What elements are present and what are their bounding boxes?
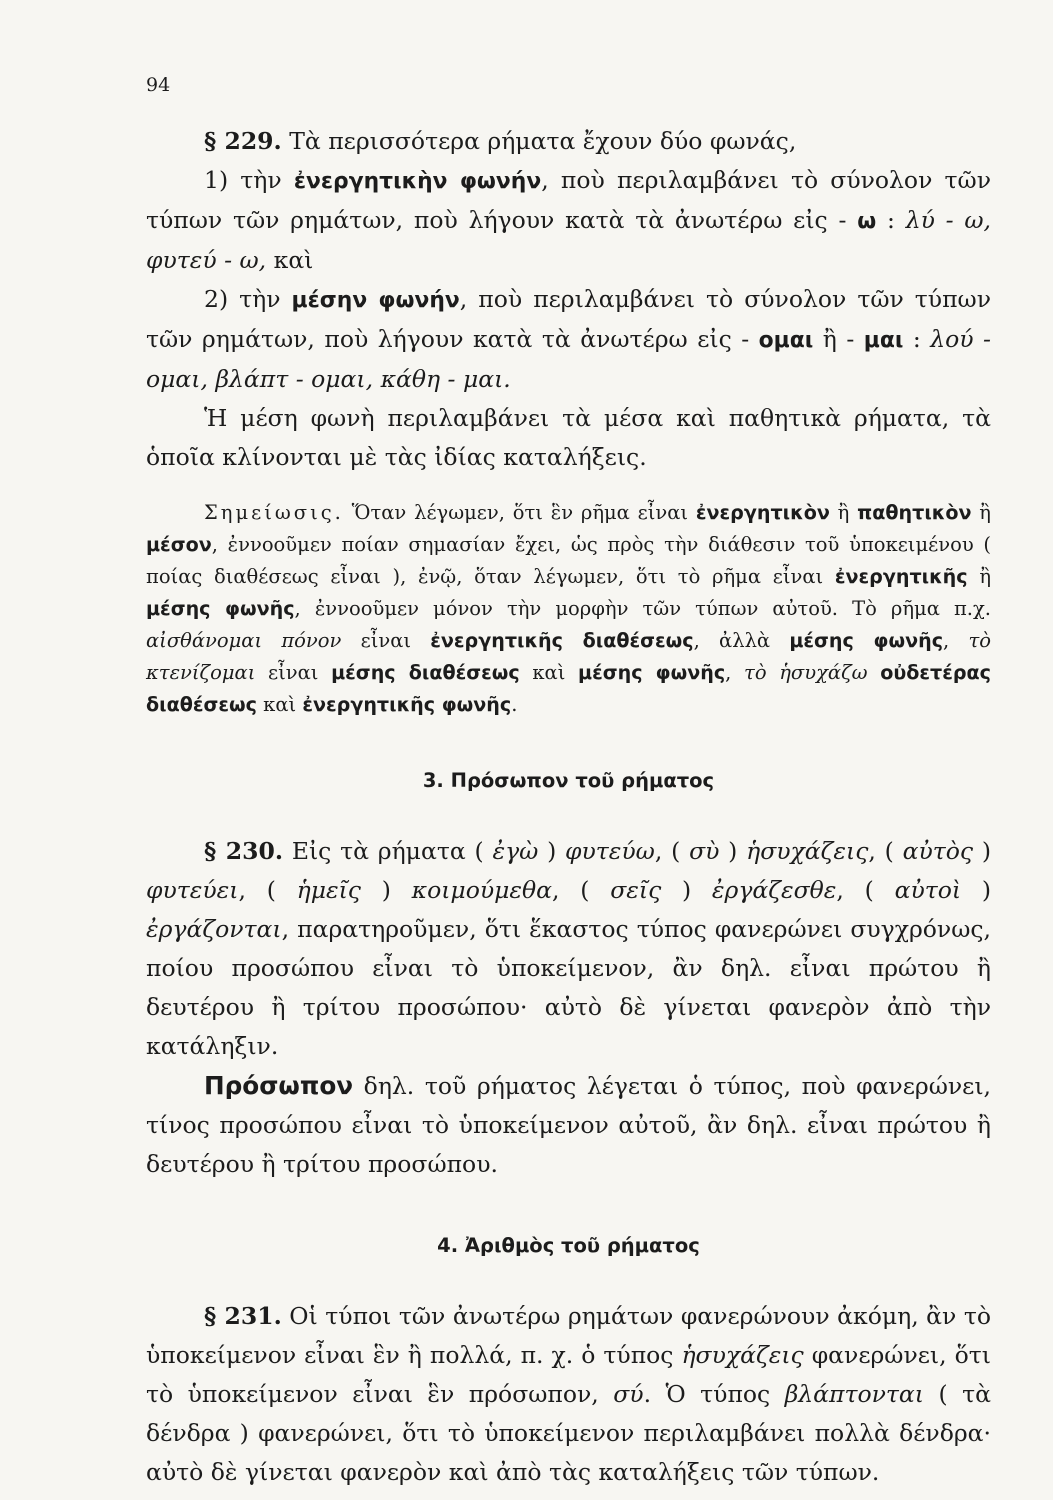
bold-term: ω [857,209,877,234]
text: , ποὺ περιλαμβάνει τὸ σύνολον τῶν τύπων τῶν ρημάτων, ποὺ λήγουν κατὰ τὰ ἀνωτέρω εἰς - [146,166,992,234]
bold-term: μέσης φωνῆς [146,597,295,620]
text [868,661,881,684]
text: . [511,693,518,716]
bold-term: ἐνεργητικῆς διαθέσεως [430,629,694,652]
italic-example: τὸ κτενίζομαι [146,629,991,684]
bold-term: μαι [863,328,904,353]
italic-example: ἡμεῖς [296,876,361,904]
italic-example: σεῖς [610,876,662,904]
italic-example: αὐτὸς [902,837,974,865]
text: ) [719,837,747,865]
paragraph-230-definition [146,1066,991,1184]
section-heading-person: 3. Πρόσωπον τοῦ ρήματος [422,769,715,792]
text: , ( [552,876,611,904]
italic-example: βλάπτονται [784,1380,925,1408]
text: Ὅταν λέγωμεν, ὅτι ἓν ρῆμα εἶναι [343,501,696,524]
paragraph-231 [146,1297,991,1492]
note-label: Σημείωσις. [204,501,344,524]
bold-term: ἐνεργητικὴν φωνήν [293,169,542,194]
text: , ἀλλὰ [693,629,790,652]
text: , ( [238,876,297,904]
italic-example: ἐργάζεσθε [711,876,837,904]
text: ) [538,837,566,865]
page-number: 94 [146,74,171,96]
text: ἢ [967,565,991,588]
text: , ( [868,837,903,865]
text: , [725,661,745,684]
bold-term: ἐνεργητικῆς [834,565,968,588]
section-number-231: § 231. [204,1302,282,1330]
text: , ἐννοοῦμεν ποίαν σημασίαν ἔχει, ὡς πρὸς τὴν διάθεσιν τοῦ ὑποκειμένου ( ποίας διαθέσεως εἶναι ), ἐνῷ, ὅταν λέγωμεν, ὅτι τὸ ρῆμα εἶναι [146,533,991,588]
page-text [146,122,991,1492]
bold-term: μέσην φωνήν [291,288,460,313]
text: , ( [836,876,895,904]
italic-example: λύ - ω, φυτεύ - ω, [146,206,991,274]
text: ) [360,876,412,904]
bold-term: παθητικὸν [857,501,972,524]
text: ) [961,876,992,904]
paragraph-229-intro [146,122,991,161]
bold-term: ἐνεργητικῆς φωνῆς [302,693,512,716]
paragraph-230 [146,832,991,1066]
bold-term: οὐδετέρας διαθέσεως [146,661,991,716]
bold-term: μέσης φωνῆς [789,629,944,652]
text: : [876,206,906,234]
italic-example: φυτεύει [146,876,239,904]
text: 1) τὴν [204,166,294,194]
bold-term: μέσης διαθέσεως [331,661,520,684]
section-number-230: § 230. [204,837,284,865]
bold-term: ομαι [758,328,814,353]
italic-example: ἡσυχάζεις [746,837,869,865]
text: ἢ [971,501,991,524]
italic-example: ἐγὼ [492,837,539,865]
text: , ( [654,837,690,865]
italic-example: αἰσθάνομαι πόνον [146,629,342,652]
paragraph-229-note-on-middle: Ἡ μέση φωνὴ περιλαμβάνει τὰ μέσα καὶ παθητικὰ ρήματα, τὰ ὁποῖα κλίνονται μὲ τὰς ἰδίας καταλήξεις. [146,404,991,471]
text: . Ὁ τύπος [643,1380,785,1408]
text: ( τὰ δένδρα ) φανερώνει, ὅτι τὸ ὑποκείμενον περιλαμβάνει πολλὰ δένδρα· αὐτὸ δὲ γίνεται φανερὸν καὶ ἀπὸ τὰς καταλήξεις τῶν τύπων. [146,1380,991,1486]
paragraph-229-middle-voice [146,280,991,399]
text: καὶ [519,661,579,684]
section-heading-number: 4. Ἀριθμὸς τοῦ ρήματος [437,1234,700,1257]
paragraph-229-active-voice [146,161,991,280]
text: ἢ [829,501,858,524]
bold-term: ἐνεργητικὸν [695,501,830,524]
text: , ἐννοοῦμεν μόνον τὴν μορφὴν τῶν τύπων αὐτοῦ. Τὸ ρῆμα π.χ. [294,597,991,620]
text: : [903,325,931,353]
text: δηλ. τοῦ ρήματος λέγεται ὁ τύπος, ποὺ φανερώνει, τίνος προσώπου εἶναι τὸ ὑποκείμενον αὐτοῦ, ἂν δηλ. εἶναι πρώτου ἢ δευτέρου ἢ τρίτου προσώπου. [146,1072,991,1178]
italic-example: κοιμούμεθα [411,876,553,904]
bold-term: Πρόσωπον [204,1071,354,1100]
italic-example: σὺ [689,837,720,865]
italic-example: φυτεύω [565,837,655,865]
section-number-229: § 229. [204,127,282,155]
text: Τὰ περισσότερα ρήματα ἔχουν δύο φωνάς, [281,127,797,155]
text: 2) τὴν [204,285,292,313]
italic-example: αὐτοὶ [894,876,962,904]
bold-term: μέσης φωνῆς [578,661,726,684]
text: φανερώνει, ὅτι τὸ ὑποκείμενον εἶναι ἓν πρόσωπον, [146,1341,991,1408]
text: Οἱ τύποι τῶν ἀνωτέρω ρημάτων φανερώνουν ἀκόμη, ἂν τὸ ὑποκείμενον εἶναι ἓν ἢ πολλά, π. χ. ὁ τύπος [146,1302,991,1369]
note-paragraph [146,497,991,721]
bold-term: μέσον [146,533,212,556]
text: , παρατηροῦμεν, ὅτι ἕκαστος τύπος φανερώνει συγχρόνως, ποίου προσώπου εἶναι τὸ ὑποκείμενον, ἂν δηλ. εἶναι πρώτου ἢ δευτέρου ἢ τρίτου προσώπου· αὐτὸ δὲ γίνεται φανερὸν ἀπὸ τὴν κατάληξιν. [146,915,991,1060]
text: ἢ - [813,325,864,353]
italic-example: ἐργάζονται [146,915,282,943]
text: , [943,629,969,652]
text: εἶναι [341,629,431,652]
italic-example: σύ [613,1380,644,1408]
text: ) [973,837,992,865]
text: , ποὺ περιλαμβάνει τὸ σύνολον τῶν τύπων τῶν ρημάτων, ποὺ λήγουν κατὰ τὰ ἀνωτέρω εἰς - [146,285,991,353]
text: εἶναι [255,661,332,684]
italic-example: τὸ ἡσυχάζω [744,661,868,684]
italic-example: λού - ομαι, βλάπτ - ομαι, κάθη - μαι. [146,325,991,393]
text: ) [661,876,712,904]
text: Εἰς τὰ ρήματα ( [283,837,493,865]
italic-example: ἡσυχάζεις [681,1341,804,1369]
text: καὶ [266,246,314,274]
text: καὶ [256,693,303,716]
